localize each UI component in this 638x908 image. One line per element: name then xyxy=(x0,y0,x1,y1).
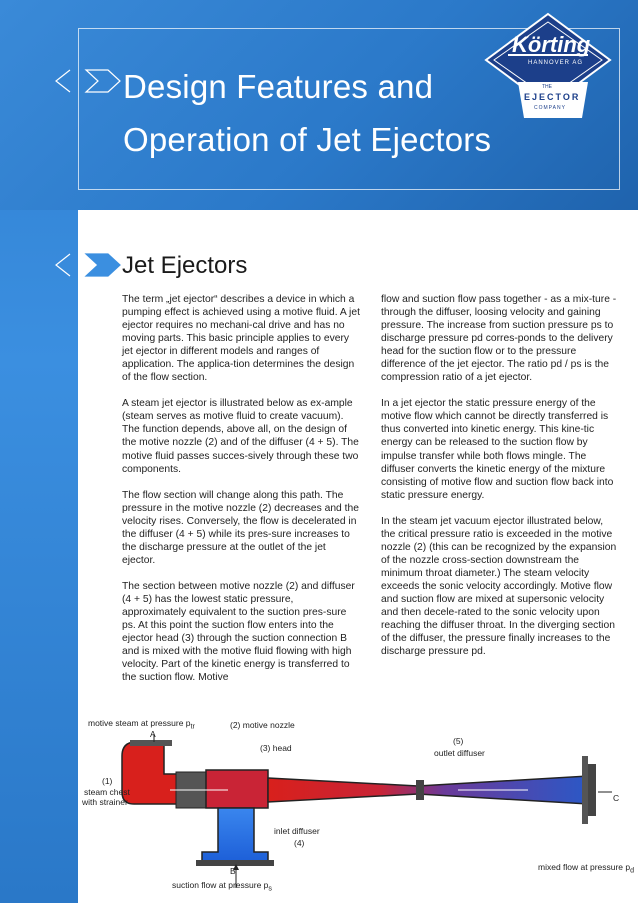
label-inlet-diffuser: inlet diffuser xyxy=(274,826,320,836)
logo-sub: HANNOVER AG xyxy=(528,60,584,66)
page-title-line-1: Design Features and xyxy=(123,68,434,105)
label-c: C xyxy=(613,793,620,803)
label-motive-steam: motive steam at pressure $p_{tr}$ xyxy=(88,718,195,731)
logo-diamond-icon xyxy=(478,10,618,130)
section-title: Jet Ejectors xyxy=(122,252,248,279)
paragraph: flow and suction flow pass together - as a mix-ture - through the diffuser, loosing velocity and gaining pressure. The increase from suction pressure ps to discharge pressure pd corres-ponds to the delivery head for the suction flow or to the pressure difference of the jet ejector. The ratio pd / ps is the compression ratio of a jet ejector. xyxy=(381,294,617,384)
label-head: (3) head xyxy=(260,743,292,753)
label-steam-chest: steam chest xyxy=(84,787,130,797)
label-steam-num: (1) xyxy=(102,776,113,786)
label-b: B xyxy=(230,866,236,876)
label-with-strainer: with strainer xyxy=(82,797,128,807)
section-arrow-icon xyxy=(52,250,122,280)
logo-ejector: EJECTOR xyxy=(524,92,581,102)
label-a: A xyxy=(150,729,156,739)
page-title-line-2: Operation of Jet Ejectors xyxy=(123,121,492,158)
paragraph: In a jet ejector the static pressure energy of the motive flow which cannot be directly transferred is thus converted into kinetic energy. This kine-tic energy can be released to the suction flow by impulse transfer while both flows mingle. The diffuser converts the kinetic energy of the mixture consisting of motive flow and suction flow back into static pressure energy. xyxy=(381,398,614,501)
label-motive-nozzle: (2) motive nozzle xyxy=(230,720,295,730)
logo-brand: Körting xyxy=(512,32,591,57)
korting-logo xyxy=(478,10,618,130)
text-column-2 xyxy=(381,293,619,671)
header-arrow-icon xyxy=(52,66,122,96)
ejector-diagram xyxy=(78,712,638,903)
paragraph: A steam jet ejector is illustrated below as ex-ample (steam serves as motive fluid to create vacuum). The function depends, above all, on the design of the motive nozzle (2) and of the diffuser (4 + 5). The motive fluid passes succes-sively through these two components. xyxy=(122,398,359,475)
paragraph: In the steam jet vacuum ejector illustrated below, the critical pressure ratio is exceeded in the motive nozzle (2) (this can be recognized by the expansion of the nozzle cross-section downstream the minimum throat diameter.) The steam velocity exceeds the sonic velocity accordingly. Motive flow and suction flow are mixed at supersonic velocity and then decele-rated to the sonic velocity upon reaching the diffuser throat. In the diverging section of the diffuser, the pressure finally increases to the discharge pressure pd. xyxy=(381,515,617,658)
paragraph: The term „jet ejector“ describes a device in which a pumping effect is achieved using a motive fluid. A jet ejector requires no mechani-cal drive and has no moving parts. This basic principle applies to every jet ejector in different models and ranges of application. The applica-tion determines the design of the flow section. xyxy=(122,294,360,384)
label-inlet-num: (4) xyxy=(294,838,305,848)
label-suction-flow: suction flow at pressure $p_s$ xyxy=(172,880,272,893)
logo-the: THE xyxy=(542,84,552,90)
logo-company: COMPANY xyxy=(534,105,566,111)
paragraph: The section between motive nozzle (2) and diffuser (4 + 5) has the lowest static pressure, approximately equivalent to the suction pres-sure ps. At this point the suction flow enters into the ejector head (3) through the suction connection B and is mixed with the motive fluid flowing with high velocity. Part of the kinetic energy is transferred to the suction flow. Motive xyxy=(122,580,355,684)
page-header xyxy=(0,0,638,210)
text-column-1 xyxy=(122,293,360,697)
label-outlet-diffuser: outlet diffuser xyxy=(434,748,485,758)
label-outlet-num: (5) xyxy=(453,736,464,746)
label-mixed-flow: mixed flow at pressure $p_d$ xyxy=(538,862,635,875)
paragraph: The flow section will change along this path. The pressure in the motive nozzle (2) decreases and the velocity rises. Conversely, the flow is decelerated in the diffuser (4 + 5) while its pres-sure increases to the discharge pressure at the outlet of the jet ejector. xyxy=(122,489,359,566)
